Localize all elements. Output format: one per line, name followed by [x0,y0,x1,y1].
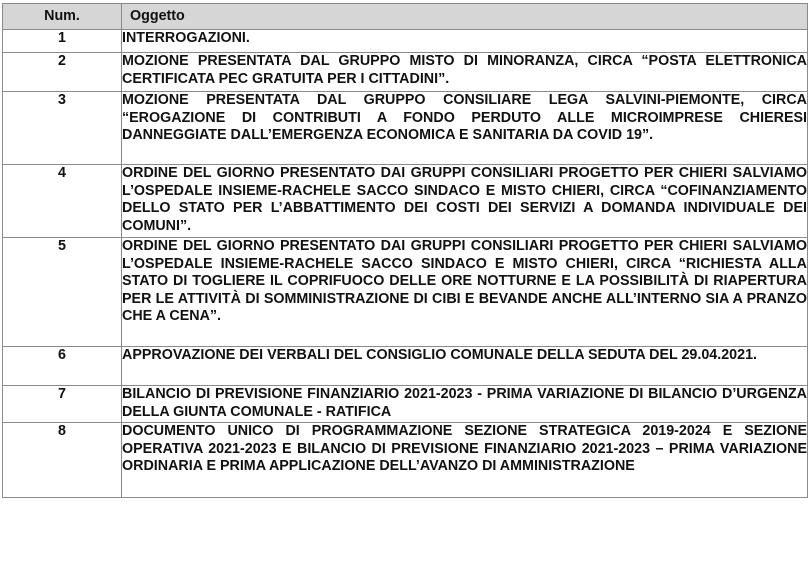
item-number: 5 [3,238,122,347]
item-number: 7 [3,386,122,423]
item-number: 2 [3,53,122,92]
item-number: 1 [3,30,122,53]
item-object: DOCUMENTO UNICO DI PROGRAMMAZIONE SEZIONE STRATEGICA 2019-2024 E SEZIONE OPERATIVA 2021-2023 E BILANCIO DI PREVISIONE FINANZIARIO 2021-2023 – PRIMA VARIAZIONE ORDINARIA E PRIMA APPLICAZIONE DELL’AVANZO DI AMMINISTRAZIONE [122,423,808,498]
item-object: INTERROGAZIONI. [122,30,808,53]
table-row [3,53,808,92]
table-row [3,423,808,498]
agenda-table [2,3,808,498]
table-header-row [3,4,808,30]
table-row [3,238,808,347]
table-row [3,92,808,165]
item-object: ORDINE DEL GIORNO PRESENTATO DAI GRUPPI CONSILIARI PROGETTO PER CHIERI SALVIAMO L’OSPEDALE INSIEME-RACHELE SACCO SINDACO E MISTO CHIERI, CIRCA “COFINANZIAMENTO DELLO STATO PER L’ABBATTIMENTO DEI COSTI DEI SERVIZI A DOMANDA INDIVIDUALE DEI COMUNI”. [122,165,808,238]
item-number: 8 [3,423,122,498]
item-object: ORDINE DEL GIORNO PRESENTATO DAI GRUPPI CONSILIARI PROGETTO PER CHIERI SALVIAMO L’OSPEDALE INSIEME-RACHELE SACCO SINDACO E MISTO CHIERI, CIRCA “RICHIESTA ALLA STATO DI TOGLIERE IL COPRIFUOCO DELLE ORE NOTTURNE E LA POSSIBILITÀ DI RIAPERTURA PER LE ATTIVITÀ DI SOMMINISTRAZIONE DI CIBI E BEVANDE ANCHE ALL’INTERNO SIA A PRANZO CHE A CENA”. [122,238,808,347]
item-object: MOZIONE PRESENTATA DAL GRUPPO CONSILIARE LEGA SALVINI-PIEMONTE, CIRCA “EROGAZIONE DI CONTRIBUTI A FONDO PERDUTO ALLE MICROIMPRESE CHIERESI DANNEGGIATE DALL’EMERGENZA ECONOMICA E SANITARIA DA COVID 19”. [122,92,808,165]
table-row [3,347,808,386]
table-row [3,30,808,53]
item-object: BILANCIO DI PREVISIONE FINANZIARIO 2021-2023 - PRIMA VARIAZIONE DI BILANCIO D’URGENZA DELLA GIUNTA COMUNALE - RATIFICA [122,386,808,423]
item-number: 3 [3,92,122,165]
table-row [3,165,808,238]
item-object: MOZIONE PRESENTATA DAL GRUPPO MISTO DI MINORANZA, CIRCA “POSTA ELETTRONICA CERTIFICATA PEC GRATUITA PER I CITTADINI”. [122,53,808,92]
column-header-num: Num. [3,4,122,30]
item-object: APPROVAZIONE DEI VERBALI DEL CONSIGLIO COMUNALE DELLA SEDUTA DEL 29.04.2021. [122,347,808,386]
item-number: 4 [3,165,122,238]
column-header-object: Oggetto [122,4,808,30]
item-number: 6 [3,347,122,386]
table-row [3,386,808,423]
